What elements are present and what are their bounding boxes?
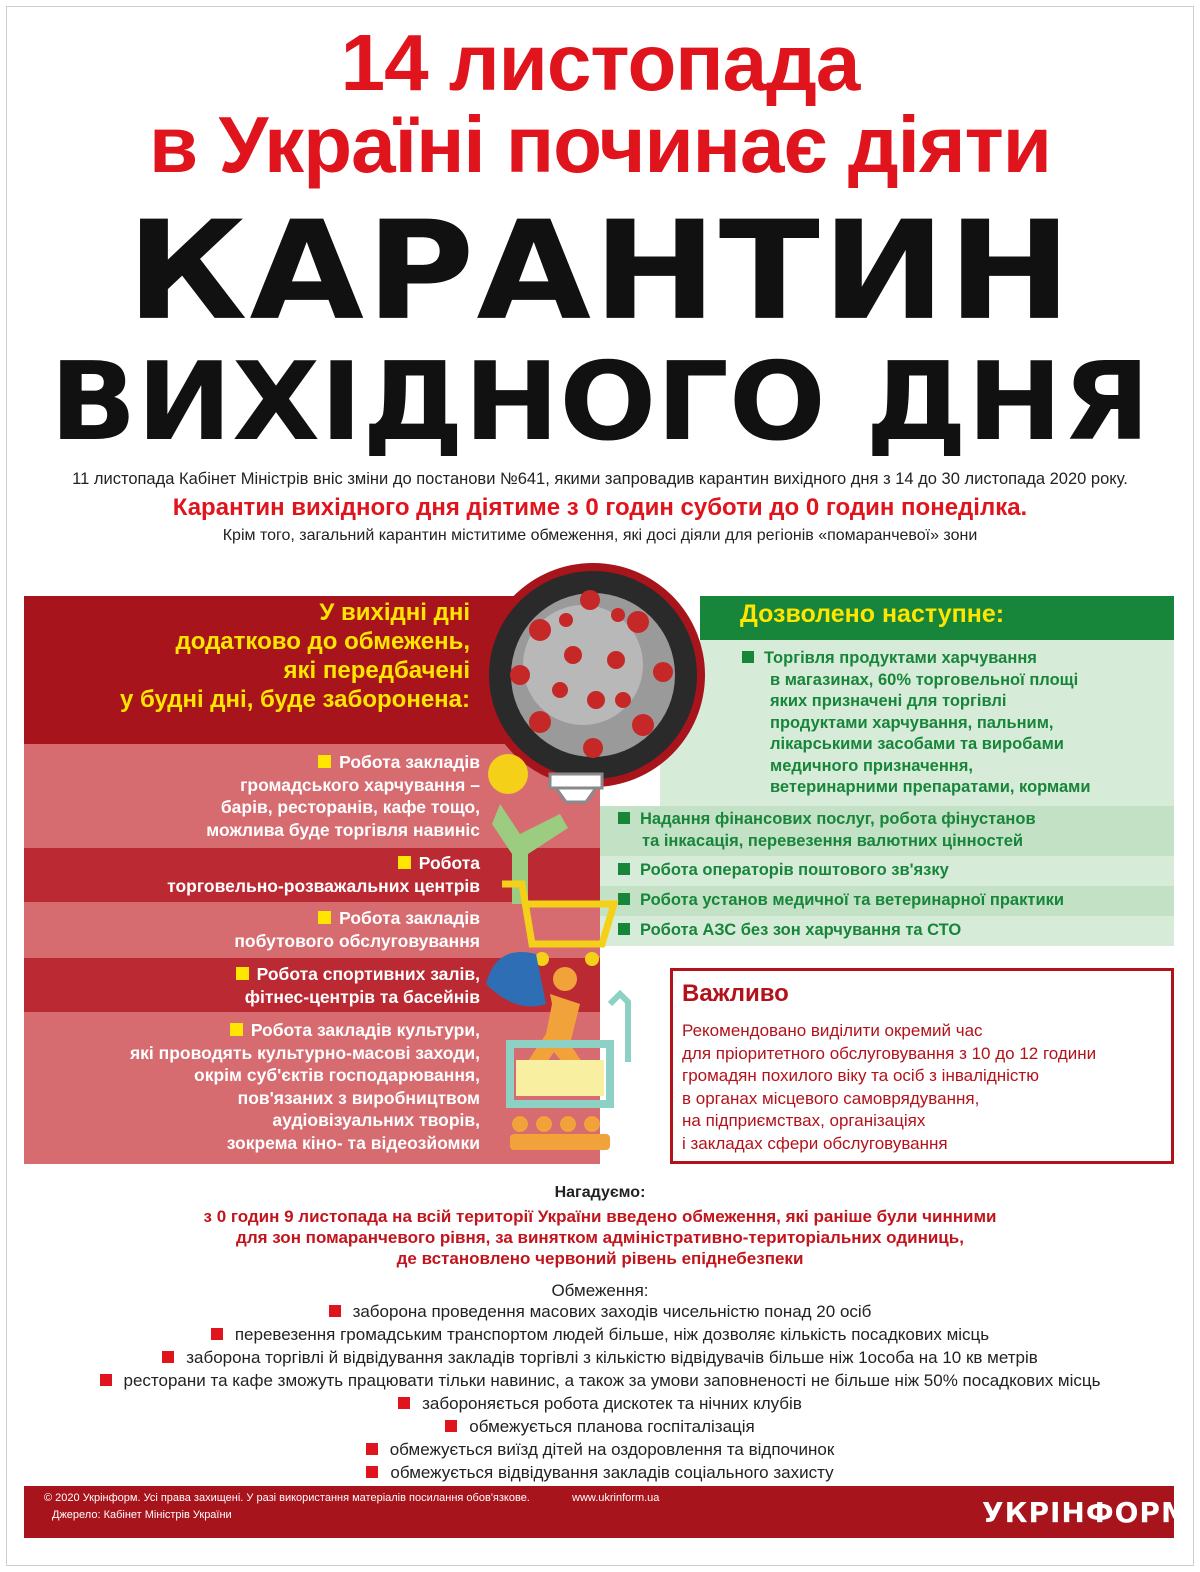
person-head-icon	[488, 754, 528, 794]
list-item	[0, 1461, 1200, 1484]
forbidden-item-line: пов'язаних з виробництвом	[237, 1087, 480, 1108]
allowed-item-line: продуктами харчування, пальним,	[770, 713, 1054, 732]
forbidden-item-line: можлива буде торгівля навиніс	[206, 819, 480, 840]
forbidden-item-line: Робота закладів	[339, 908, 480, 928]
allowed-item-line: Торгівля продуктами харчування	[764, 649, 1037, 667]
bullet-icon	[100, 1374, 112, 1386]
forbidden-item-line: Робота	[418, 853, 480, 873]
headline-weekend: ВИХІДНОГО ДНЯ	[49, 338, 1151, 465]
list-item	[0, 1346, 1200, 1369]
headline-date	[0, 18, 1200, 189]
forbidden-item-line: Робота спортивних залів,	[256, 964, 480, 984]
allowed-item	[618, 920, 961, 942]
intro-text: 11 листопада Кабінет Міністрів вніс зміни до постанови №641, якими запровадив карантин вихідного дня з 14 до 30 листопада 2020 року.	[72, 470, 1128, 488]
restrictions-list	[0, 1300, 1200, 1484]
forbidden-item-line: окрім суб'єктів господарювання,	[194, 1065, 480, 1085]
headline-quarantine: КАРАНТИН	[126, 191, 1074, 351]
waiter-icon	[492, 804, 568, 904]
restriction-text: обмежується планова госпіталізація	[469, 1417, 755, 1436]
bullet-icon	[398, 1397, 410, 1409]
intro-note: Крім того, загальний карантин міститиме обмеження, які досі діяли для регіонів «помаранчевої» зони	[222, 527, 978, 544]
restriction-text: перевезення громадським транспортом людей більше, ніж дозволяє кількість посадкових місць	[234, 1325, 990, 1344]
forbidden-heading-line: додатково до обмежень,	[175, 628, 470, 655]
restriction-text: заборона проведення масових заходів чисельністю понад 20 осіб	[352, 1302, 872, 1321]
intro-highlight: Карантин вихідного дня діятиме з 0 годин суботи до 0 годин понеділка.	[172, 494, 1028, 521]
forbidden-item-line: які проводять культурно-масові заходи,	[129, 1042, 480, 1063]
restriction-text: забороняється робота дискотек та нічних клубів	[422, 1394, 802, 1413]
bullet-icon	[230, 1023, 243, 1036]
allowed-item-line: лікарськими засобами та виробами	[770, 735, 1064, 753]
forbidden-item-line: фітнес-центрів та басейнів	[244, 986, 480, 1007]
bullet-icon	[366, 1443, 378, 1455]
footer-url[interactable]: www.ukrinform.ua	[572, 1492, 660, 1504]
bullet-icon	[318, 911, 331, 924]
important-line: громадян похилого віку та осіб з інвалідністю	[682, 1066, 1039, 1085]
bullet-icon	[211, 1328, 223, 1340]
important-line: і закладах сфери обслуговування	[682, 1133, 948, 1153]
list-item	[0, 1415, 1200, 1438]
bullet-icon	[366, 1466, 378, 1478]
list-item	[0, 1300, 1200, 1323]
activity-icons	[480, 744, 640, 1164]
bullet-icon	[398, 856, 411, 869]
forbidden-item-line: торговельно-розважальних центрів	[167, 875, 480, 896]
important-title: Важливо	[682, 980, 789, 1007]
allowed-item-line: Робота установ медичної та ветеринарної практики	[640, 891, 1064, 909]
important-text	[682, 1020, 1096, 1155]
important-line: Рекомендовано виділити окремий час	[682, 1021, 983, 1040]
forbidden-item-line: громадського харчування –	[240, 774, 480, 795]
bullet-icon	[162, 1351, 174, 1363]
reminder-heading: Нагадуємо:	[554, 1184, 646, 1201]
footer-copyright: © 2020 Укрінформ. Усі права захищені. У разі використання матеріалів посилання обов'язкове.	[44, 1492, 530, 1504]
allowed-item-line: медичного призначення,	[770, 756, 973, 775]
allowed-item-line: та інкасація, перевезення валютних цінностей	[642, 831, 1024, 850]
forbidden-item-line: Робота закладів	[339, 752, 480, 772]
iron-icon	[486, 952, 546, 1007]
reminder-text	[0, 1206, 1200, 1269]
list-item	[0, 1323, 1200, 1346]
forbidden-item	[130, 1019, 480, 1154]
list-item	[0, 1438, 1200, 1461]
restriction-text: заборона торгівлі й відвідування закладів торгівлі з кількістю відвідувачів більше ніж 1особа на 10 кв метрів	[186, 1348, 1038, 1367]
allowed-item-line: Робота операторів поштового зв'язку	[640, 861, 949, 879]
forbidden-item-line: барів, ресторанів, кафе тощо,	[220, 797, 480, 817]
reminder-line: для зон помаранчевого рівня, за винятком адміністративно-територіальних одиниць,	[236, 1228, 964, 1247]
bullet-icon	[742, 651, 754, 663]
list-item	[0, 1369, 1200, 1392]
bullet-icon	[329, 1305, 341, 1317]
forbidden-item-line: побутового обслуговування	[234, 930, 480, 951]
important-line: в органах місцевого самоврядування,	[682, 1088, 980, 1108]
allowed-item-line: Робота АЗС без зон харчування та СТО	[640, 921, 962, 939]
forbidden-item	[206, 751, 480, 841]
allowed-item-line: ветеринарними препаратами, кормами	[770, 778, 1091, 796]
allowed-item	[618, 860, 949, 882]
headline-line-1: 14 листопада	[340, 18, 860, 107]
forbidden-heading-line: які передбачені	[283, 657, 470, 684]
allowed-item	[742, 648, 1091, 799]
allowed-item-line: в магазинах, 60% торговельної площі	[770, 670, 1079, 689]
forbidden-item-line: аудіовізуальних творів,	[272, 1110, 480, 1130]
forbidden-heading-line: У вихідні дні	[319, 599, 470, 626]
allowed-item-line: яких призначені для торгівлі	[770, 692, 1007, 710]
forbidden-item	[236, 963, 480, 1008]
reminder-line: з 0 годин 9 листопада на всій території України введено обмеження, які раніше були чинними	[203, 1207, 997, 1226]
bullet-icon	[236, 967, 249, 980]
forbidden-heading-line: у будні дні, буде заборонена:	[119, 686, 470, 713]
allowed-heading: Дозволено наступне:	[740, 600, 1005, 628]
forbidden-item-line: Робота закладів культури,	[250, 1020, 480, 1040]
forbidden-item-line: зокрема кіно- та відеозйомки	[226, 1132, 480, 1153]
allowed-item	[618, 809, 1036, 852]
restriction-text: ресторани та кафе зможуть працювати тільки навинис, а також за умови заповненості не більше ніж 50% посадкових місць	[123, 1371, 1101, 1390]
restriction-text: обмежується виїзд дітей на оздоровлення та відпочинок	[389, 1440, 835, 1459]
cloche-icon	[550, 774, 602, 802]
forbidden-item	[234, 907, 480, 952]
headline-line-2: в Україні починає діяти	[149, 100, 1051, 189]
audience-icon	[510, 1116, 610, 1150]
forbidden-item	[167, 852, 480, 897]
allowed-item-line: Надання фінансових послуг, робота фінустанов	[640, 810, 1036, 828]
bullet-icon	[318, 755, 331, 768]
restriction-text: обмежується відвідування закладів соціального захисту	[390, 1463, 834, 1482]
important-line: на підприємствах, організаціях	[682, 1111, 926, 1130]
footer-source: Джерело: Кабінет Міністрів України	[52, 1509, 232, 1521]
list-item	[0, 1392, 1200, 1415]
bullet-icon	[445, 1420, 457, 1432]
allowed-item	[618, 890, 1064, 912]
forbidden-heading	[40, 598, 470, 714]
restrictions-heading: Обмеження:	[551, 1281, 649, 1300]
runner-head-icon	[553, 967, 577, 991]
reminder-line: де встановлено червоний рівень епіднебезпеки	[396, 1249, 804, 1268]
important-line: для пріоритетного обслуговування з 10 до 12 години	[682, 1043, 1097, 1063]
ukrinform-logo: УКРІНФОРМ	[982, 1496, 1190, 1529]
